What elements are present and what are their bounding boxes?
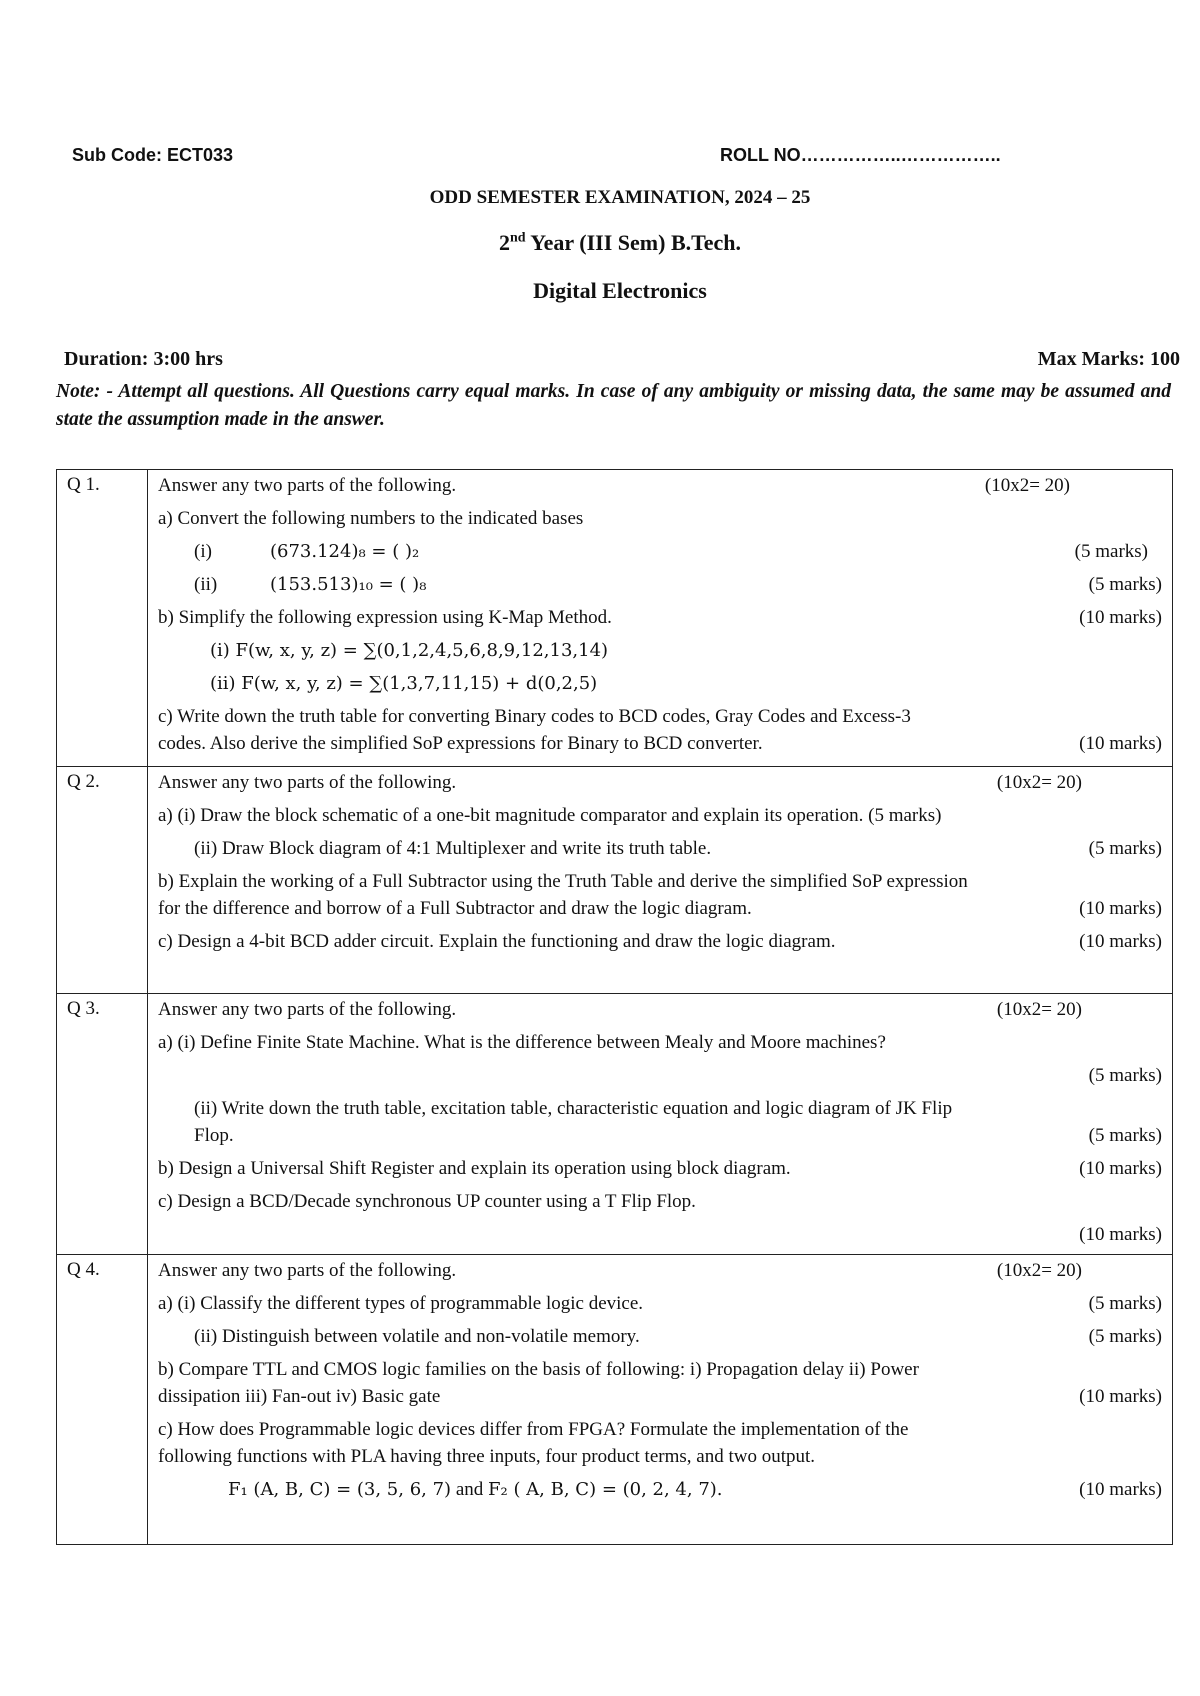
question-row-4 bbox=[57, 1255, 1173, 1545]
part-c-text-line1: c) Write down the truth table for converting Binary codes to BCD codes, Gray Codes and Excess-3 bbox=[158, 706, 911, 727]
sub-code: Sub Code: ECT033 bbox=[72, 145, 234, 165]
part-b-marks: (10 marks) bbox=[1079, 1158, 1162, 1179]
part-a-ii-marks: (5 marks) bbox=[1088, 838, 1162, 859]
part-c-text: c) Design a BCD/Decade synchronous UP counter using a T Flip Flop. bbox=[158, 1191, 696, 1212]
question-intro: Answer any two parts of the following. bbox=[158, 772, 457, 793]
question-body bbox=[148, 470, 1173, 767]
part-b-text-line1: b) Compare TTL and CMOS logic families on the basis of following: i) Propagation delay ii) Power bbox=[158, 1359, 919, 1380]
question-total-marks: (10x2= 20) bbox=[996, 1260, 1082, 1281]
part-a-i-marks: (5 marks) bbox=[1088, 1293, 1162, 1314]
part-a-text: a) Convert the following numbers to the indicated bases bbox=[158, 508, 584, 529]
part-c-marks: (10 marks) bbox=[1079, 1479, 1162, 1500]
part-a-i-text: a) (i) Draw the block schematic of a one-bit magnitude comparator and explain its operation. (5 marks) bbox=[158, 805, 942, 826]
part-b-text: b) Simplify the following expression using K-Map Method. bbox=[158, 607, 612, 628]
part-c-f1-expr: F₁ (A, B, C) = (3, 5, 6, 7) bbox=[228, 1479, 452, 1500]
roll-no: ROLL NO……………..…………….. bbox=[720, 145, 1001, 165]
part-a-i-text: a) (i) Classify the different types of programmable logic device. bbox=[158, 1293, 644, 1314]
part-a-i-label: (i) bbox=[194, 541, 212, 562]
part-b-marks: (10 marks) bbox=[1079, 607, 1162, 628]
part-a-ii-text-line2: Flop. bbox=[194, 1125, 234, 1146]
part-c-text-line2: codes. Also derive the simplified SoP expressions for Binary to BCD converter. bbox=[158, 733, 763, 754]
part-c-marks: (10 marks) bbox=[1079, 733, 1162, 754]
part-b-text-line2: for the difference and borrow of a Full Subtractor and draw the logic diagram. bbox=[158, 898, 752, 919]
part-a-ii-expr: (153.513)₁₀ = ( )₈ bbox=[270, 574, 427, 595]
part-a-ii-text: (ii) Draw Block diagram of 4:1 Multiplexer and write its truth table. bbox=[194, 838, 712, 859]
part-b-marks: (10 marks) bbox=[1079, 1386, 1162, 1407]
question-intro: Answer any two parts of the following. bbox=[158, 475, 457, 496]
part-a-i-expr: (673.124)₈ = ( )₂ bbox=[270, 541, 420, 562]
question-number: Q 3. bbox=[57, 994, 148, 1255]
year-line bbox=[0, 230, 1200, 256]
duration: Duration: 3:00 hrs bbox=[64, 348, 223, 370]
question-total-marks: (10x2= 20) bbox=[996, 772, 1082, 793]
question-body bbox=[148, 767, 1173, 994]
max-marks: Max Marks: 100 bbox=[1037, 348, 1180, 370]
part-c-marks: (10 marks) bbox=[1079, 1224, 1162, 1245]
question-intro: Answer any two parts of the following. bbox=[158, 1260, 457, 1281]
part-a-ii-marks: (5 marks) bbox=[1088, 1326, 1162, 1347]
part-b-marks: (10 marks) bbox=[1079, 898, 1162, 919]
part-b-i-expr: (i) F(w, x, y, z) = ∑(0,1,2,4,5,6,8,9,12,13,14) bbox=[210, 640, 609, 661]
part-a-i-marks: (5 marks) bbox=[1074, 541, 1148, 562]
part-c-text: c) Design a 4-bit BCD adder circuit. Explain the functioning and draw the logic diagram. bbox=[158, 931, 836, 952]
part-c-and: and bbox=[451, 1479, 489, 1500]
part-c-f2-expr: F₂ ( A, B, C) = (0, 2, 4, 7). bbox=[488, 1479, 723, 1500]
question-intro: Answer any two parts of the following. bbox=[158, 999, 457, 1020]
part-b-text-line2: dissipation iii) Fan-out iv) Basic gate bbox=[158, 1386, 441, 1407]
part-a-ii-marks: (5 marks) bbox=[1088, 574, 1162, 595]
part-a-ii-marks: (5 marks) bbox=[1088, 1125, 1162, 1146]
year-suffix: nd bbox=[509, 230, 526, 246]
question-row-1 bbox=[57, 470, 1173, 767]
part-a-ii-text-line1: (ii) Write down the truth table, excitation table, characteristic equation and logic diagram of JK Flip bbox=[194, 1098, 953, 1119]
question-total-marks: (10x2= 20) bbox=[996, 999, 1082, 1020]
question-row-3 bbox=[57, 994, 1173, 1255]
part-a-ii-text: (ii) Distinguish between volatile and non-volatile memory. bbox=[194, 1326, 640, 1347]
part-a-i-text: a) (i) Define Finite State Machine. What is the difference between Mealy and Moore machines? bbox=[158, 1032, 886, 1053]
question-table bbox=[56, 469, 1173, 1545]
part-b-ii-expr: (ii) F(w, x, y, z) = ∑(1,3,7,11,15) + d(0,2,5) bbox=[210, 673, 598, 694]
exam-title: ODD SEMESTER EXAMINATION, 2024 – 25 bbox=[429, 187, 811, 208]
part-a-i-marks: (5 marks) bbox=[1088, 1065, 1162, 1086]
year-rest: Year (III Sem) B.Tech. bbox=[525, 230, 742, 255]
question-row-2 bbox=[57, 767, 1173, 994]
subject-title: Digital Electronics bbox=[533, 278, 707, 303]
part-b-text-line1: b) Explain the working of a Full Subtractor using the Truth Table and derive the simplified SoP expression bbox=[158, 871, 968, 892]
question-number: Q 4. bbox=[57, 1255, 148, 1545]
question-number: Q 2. bbox=[57, 767, 148, 994]
part-c-text-line2: following functions with PLA having three inputs, four product terms, and two output. bbox=[158, 1446, 816, 1467]
part-b-text: b) Design a Universal Shift Register and explain its operation using block diagram. bbox=[158, 1158, 791, 1179]
question-total-marks: (10x2= 20) bbox=[984, 475, 1070, 496]
part-c-text-line1: c) How does Programmable logic devices differ from FPGA? Formulate the implementation of the bbox=[158, 1419, 909, 1440]
question-body bbox=[148, 1255, 1173, 1545]
question-number: Q 1. bbox=[57, 470, 148, 767]
year-number: 2 bbox=[498, 230, 510, 255]
part-c-marks: (10 marks) bbox=[1079, 931, 1162, 952]
question-body bbox=[148, 994, 1173, 1255]
part-a-ii-label: (ii) bbox=[194, 574, 218, 595]
exam-note: Note: - Attempt all questions. All Questions carry equal marks. In case of any ambiguity or missing data, the same may be assumed and state the assumption made in the answer. bbox=[56, 381, 1171, 430]
